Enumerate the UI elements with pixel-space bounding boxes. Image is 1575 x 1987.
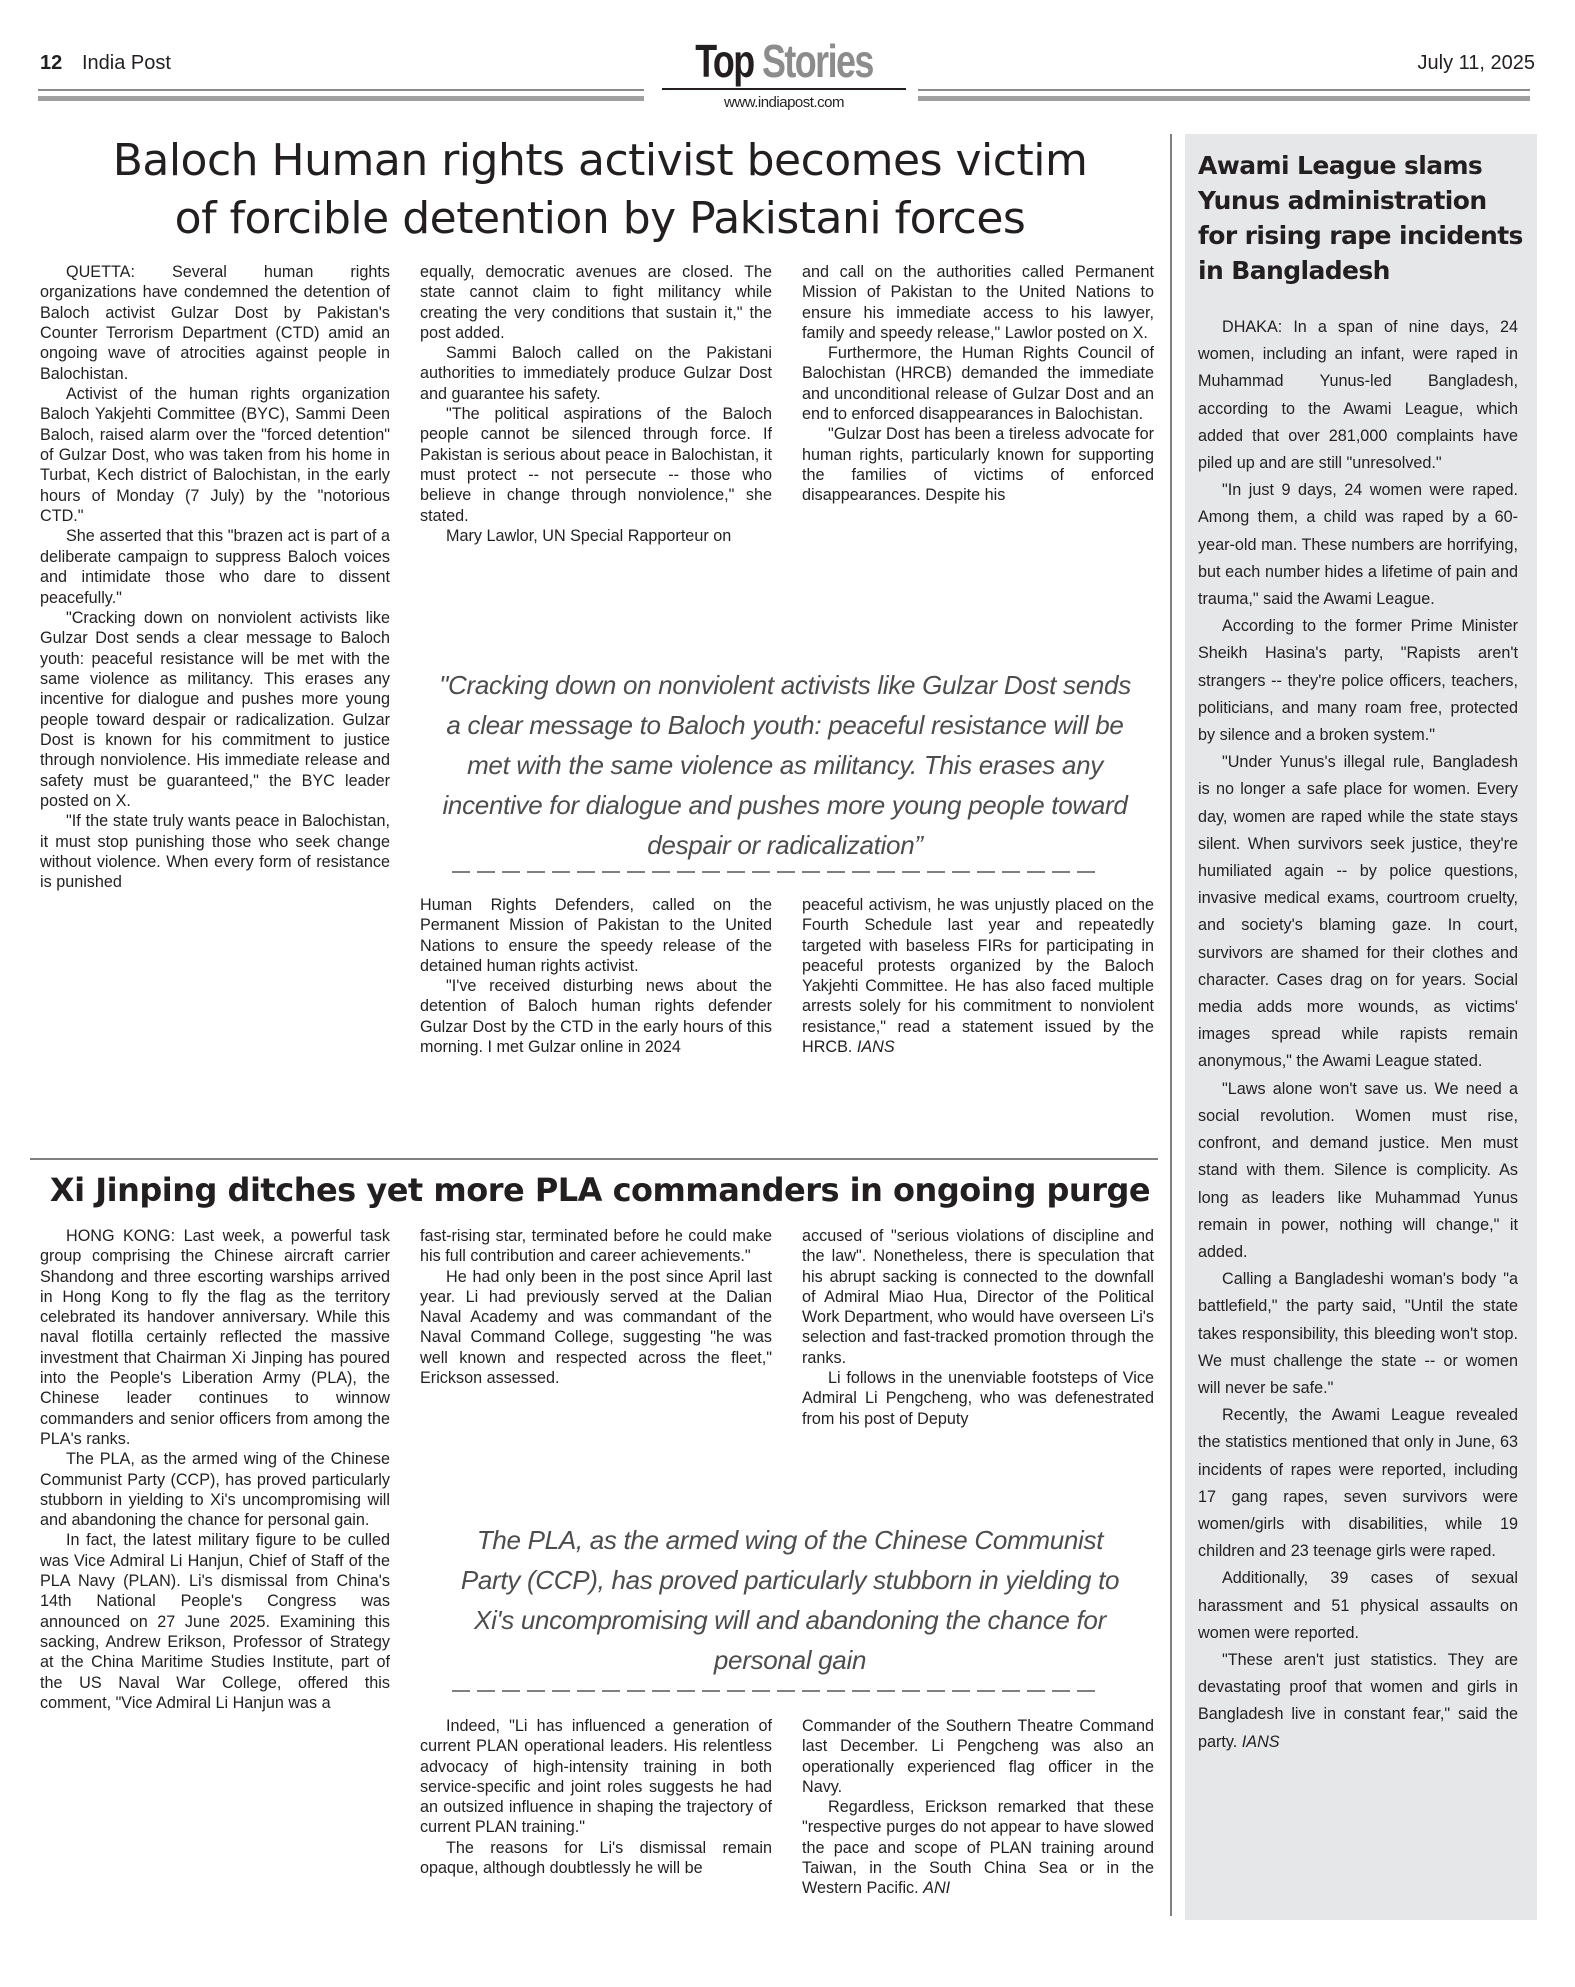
column-divider [1170, 134, 1172, 1916]
issue-date: July 11, 2025 [1417, 52, 1535, 74]
article1-pullquote: "Cracking down on nonviolent activists like Gulzar Dost sends a clear message to Baloch youth: peaceful resistance will be met with the same violence as militancy. This erases any incentive for dialogue and pushes more young people toward despair or radicalization” [439, 670, 1131, 860]
header-rule-right-thin [918, 89, 1530, 91]
article1-headline-line2: of forcible detention by Pakistani forces [174, 193, 1026, 244]
paragraph: Recently, the Awami League revealed the statistics mentioned that only in June, 63 incidents of rapes were reported, including 17 gang rapes, seven survivors were women/girls with disabilities, while 19 children and 23 teenage girls were raped. [1198, 1406, 1518, 1561]
section-logo-word2: Stories [762, 35, 873, 87]
article1-headline-line1: Baloch Human rights activist becomes victim [112, 135, 1088, 186]
article1-column3-bottom [802, 895, 1154, 1057]
paragraph: "In just 9 days, 24 women were raped. Among them, a child was raped by a 60-year-old man. These numbers are horrifying, but each number hides a lifetime of pain and trauma," said the Awami League. [1198, 481, 1518, 609]
paragraph [802, 1797, 1154, 1898]
sidebar-headline: Awami League slams Yunus administration for rising rape incidents in Bangladesh [1198, 151, 1523, 285]
paragraph [1198, 1647, 1518, 1756]
agency-credit: IANS [856, 1038, 895, 1057]
agency-credit: IANS [1241, 1732, 1280, 1751]
paragraph: HONG KONG: Last week, a powerful task group comprising the Chinese aircraft carrier Shandong and three escorting warships arrived in Hong Kong to fly the flag as the territory celebrated its handover anniversary. While this naval flotilla certainly reflected the massive investment that Chairman Xi Jinping has poured into the People's Liberation Army (PLA), the Chinese leader continues to winnow commanders and senior officers from among the PLA's ranks. [40, 1227, 390, 1448]
paragraph: DHAKA: In a span of nine days, 24 women, including an infant, were raped in Muhammad Yunus-led Bangladesh, according to the Awami League, which added that over 281,000 complaints have piled up and are still "unresolved." [1198, 318, 1518, 473]
pullquote-dashed-rule [452, 1690, 1102, 1692]
paragraph: Calling a Bangladeshi woman's body "a battlefield," the party said, "Until the state takes responsibility, this bleeding won't stop. We must challenge the state -- or women will never be safe." [1198, 1270, 1518, 1397]
paragraph: Activist of the human rights organization Baloch Yakjehti Committee (BYC), Sammi Deen Baloch, raised alarm over the "forced detention" of Gulzar Dost, who was taken from his home in Turbat, Kech district of Balochistan, in the early hours of Monday (7 July) by the "notorious CTD." [40, 385, 390, 526]
paragraph-text: "These aren't just statistics. They are devastating proof that women and girls in Bangladesh live in constant fear," said the party. [1198, 1650, 1518, 1751]
paragraph: Indeed, "Li has influenced a generation of current PLAN operational leaders. His relentless advocacy of high-intensity training in both service-specific and joint roles suggests he had an outsized influence in shaping the trajectory of current PLAN training." [420, 1717, 772, 1837]
sidebar-body [1198, 314, 1518, 1756]
article1-column3-top [802, 262, 1154, 506]
paragraph: "The political aspirations of the Baloch people cannot be silenced through force. If Pakistan is serious about peace in Balochistan, it must protect -- not persecute -- those who believe in change through nonviolence," she stated. [420, 405, 772, 525]
paragraph: fast-rising star, terminated before he could make his full contribution and career achievements." [420, 1227, 772, 1266]
paragraph: "If the state truly wants peace in Balochistan, it must stop punishing those who seek change without violence. When every form of resistance is punished [40, 812, 390, 892]
paragraph: equally, democratic avenues are closed. The state cannot claim to fight militancy while creating the very conditions that sustain it," the post added. [420, 263, 772, 342]
section-logo-word1: Top [695, 35, 754, 87]
paragraph: Additionally, 39 cases of sexual harassment and 51 physical assaults on women were reported. [1198, 1569, 1518, 1642]
article1-column2-top [420, 262, 772, 546]
paragraph [802, 895, 1154, 1057]
website-url[interactable]: www.indiapost.com [724, 94, 844, 111]
paragraph: and call on the authorities called Permanent Mission of Pakistan to the United Nations to ensure his immediate access to his lawyer, family and speedy release," Lawlor posted on X. [802, 263, 1154, 342]
paragraph: "Cracking down on nonviolent activists like Gulzar Dost sends a clear message to Baloch youth: peaceful resistance will be met with the same violence as militancy. This erases any incentive for dialogue and pushes more young people toward despair or radicalization. Gulzar Dost is known for his commitment to justice through nonviolence. His immediate release and safety must be guaranteed," the BYC leader posted on X. [40, 608, 390, 810]
paragraph: Sammi Baloch called on the Pakistani authorities to immediately produce Gulzar Dost and guarantee his safety. [420, 344, 772, 403]
article-divider [30, 1158, 1158, 1160]
header-rule-left-thick [38, 96, 644, 101]
paragraph: "Laws alone won't save us. We need a social revolution. Women must rise, confront, and demand justice. Men must stand with them. Silence is complicity. As long as leaders like Muhammad Yunus remain in power, nothing will change," it added. [1198, 1079, 1518, 1261]
paragraph: Li follows in the unenviable footsteps of Vice Admiral Li Pengcheng, who was defenestrated from his post of Deputy [802, 1369, 1154, 1428]
paragraph-text: Regardless, Erickson remarked that these "respective purges do not appear to have slowed the pace and scope of PLAN training around Taiwan, in the South China Sea or in the Western Pacific. [802, 1798, 1154, 1898]
article2-column1 [40, 1226, 390, 1713]
paragraph: "Under Yunus's illegal rule, Bangladesh is no longer a safe place for women. Every day, women are raped while the state stays silent. When survivors seek justice, they're humiliated again -- by police questions, invasive medical exams, courtroom cruelty, and society's blaming gaze. In court, survivors are shamed for their clothes and character. Cases drag on for years. Social media adds more wounds, as victims' images spread while rapists remain anonymous," the Awami League stated. [1198, 753, 1518, 1071]
paragraph: In fact, the latest military figure to be culled was Vice Admiral Li Hanjun, Chief of Staff of the PLA Navy (PLAN). Li's dismissal from China's 14th National People's Congress was announced on 27 June 2025. Examining this sacking, Andrew Erikson, Professor of Strategy at the China Maritime Studies Institute, part of the US Naval War College, offered this comment, "Vice Admiral Li Hanjun was a [40, 1531, 390, 1712]
paragraph: QUETTA: Several human rights organizations have condemned the detention of Baloch activist Gulzar Dost by Pakistan's Counter Terrorism Department (CTD) amid an ongoing wave of atrocities against people in Balochistan. [40, 263, 390, 383]
paragraph: accused of "serious violations of discipline and the law". Nonetheless, there is speculation that his abrupt sacking is connected to the downfall of Admiral Miao Hua, Director of the Political Work Department, who would have overseen Li's selection and fast-tracked promotion through the ranks. [802, 1227, 1154, 1367]
paragraph: The PLA, as the armed wing of the Chinese Communist Party (CCP), has proved particularly stubborn in yielding to Xi's uncompromising will and abandoning the chance for personal gain. [40, 1450, 390, 1530]
paragraph-text: peaceful activism, he was unjustly placed on the Fourth Schedule last year and repeatedly targeted with baseless FIRs for participating in peaceful protests organized by the Baloch Yakjehti Committee. He has also faced multiple arrests solely for his commitment to nonviolent resistance," read a statement issued by the HRCB. [802, 896, 1154, 1057]
article2-column2-top [420, 1226, 772, 1388]
paragraph: According to the former Prime Minister Sheikh Hasina's party, "Rapists aren't strangers -- they're police officers, teachers, politicians, and many roam free, protected by silence and a broken system." [1198, 617, 1518, 745]
paragraph: "Gulzar Dost has been a tireless advocate for human rights, particularly known for supporting the families of victims of enforced disappearances. Despite his [802, 425, 1154, 505]
agency-credit: ANI [923, 1879, 951, 1898]
article1-headline [30, 132, 1170, 248]
pullquote-dashed-rule [452, 871, 1102, 873]
article2-column2-bottom [420, 1716, 772, 1878]
header-rule-right-thick [918, 96, 1530, 101]
paragraph: Furthermore, the Human Rights Council of Balochistan (HRCB) demanded the immediate and unconditional release of Gulzar Dost and an end to enforced disappearances in Balochistan. [802, 344, 1154, 424]
article2-pullquote: The PLA, as the armed wing of the Chinese Communist Party (CCP), has proved particularly stubborn in yielding to Xi's uncompromising will and abandoning the chance for personal gain [460, 1525, 1120, 1675]
paragraph: She asserted that this "brazen act is part of a deliberate campaign to suppress Baloch voices and intimidate those who dare to dissent peacefully." [40, 527, 390, 607]
header-rule-left-thin [38, 89, 644, 91]
article1-column1 [40, 262, 390, 893]
paragraph: Mary Lawlor, UN Special Rapporteur on [446, 526, 732, 545]
article2-headline: Xi Jinping ditches yet more PLA commanders in ongoing purge [49, 1171, 1151, 1209]
masthead [0, 0, 1575, 120]
section-logo [689, 36, 879, 86]
paragraph: He had only been in the post since April last year. Li had previously served at the Dalian Naval Academy and was commandant of the Naval Command College, suggesting "he was well known and respected across the fleet," Erickson assessed. [420, 1267, 772, 1388]
article2-column3-bottom [802, 1716, 1154, 1899]
publication-name: India Post [82, 52, 171, 74]
paragraph: "I've received disturbing news about the detention of Baloch human rights defender Gulzar Dost by the CTD in the early hours of this morning. I met Gulzar online in 2024 [420, 977, 772, 1057]
paragraph: Human Rights Defenders, called on the Permanent Mission of Pakistan to the United Nations to ensure the speedy release of the detained human rights activist. [420, 896, 772, 975]
sidebar-story [1185, 134, 1537, 1920]
page-number: 12 [40, 52, 63, 74]
article1-column2-bottom [420, 895, 772, 1057]
article2-column3-top [802, 1226, 1154, 1429]
logo-underline [662, 88, 906, 90]
paragraph: Commander of the Southern Theatre Command last December. Li Pengcheng was also an operationally experienced flag officer in the Navy. [802, 1717, 1154, 1796]
paragraph: The reasons for Li's dismissal remain opaque, although doubtlessly he will be [420, 1838, 772, 1878]
